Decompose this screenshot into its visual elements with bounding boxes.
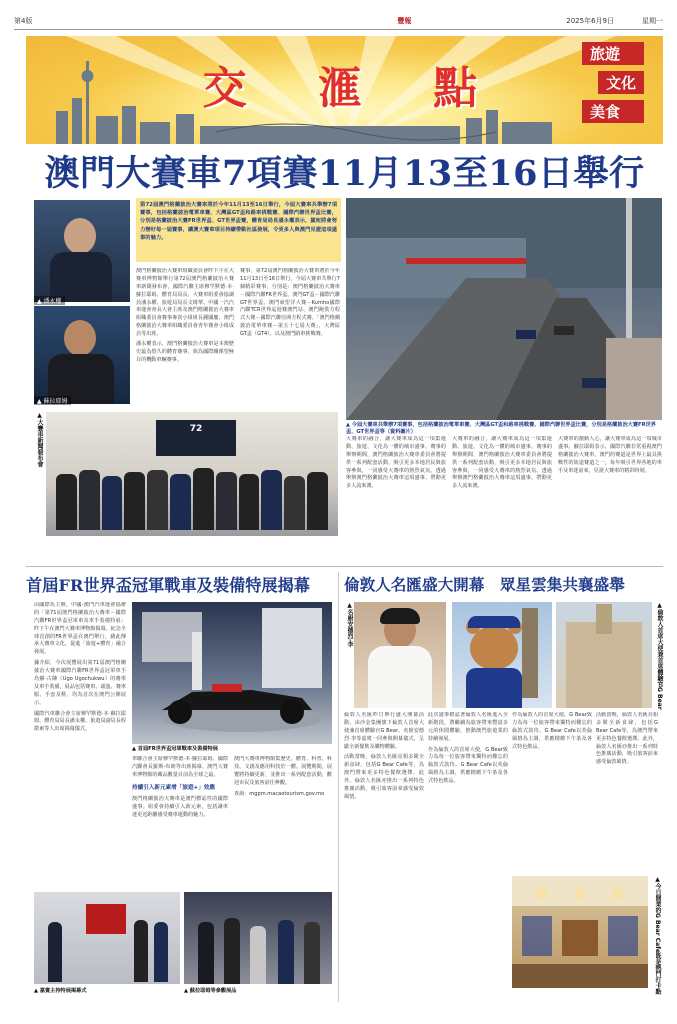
article-col-4: 大賽車的激動人心，讓大賽車成為這一項城市盛事。蘇拉耶姆表示，國際汽聯非常重視澳門格蘭披治大賽車，澳門的賽道是世界上最具挑戰性的街道賽道之一，每年吸引世界各地的車手及車迷前來，見證大賽車的精彩時刻。 xyxy=(558,436,662,474)
speaker-photo-2 xyxy=(34,306,130,404)
londoner-facade-photo xyxy=(556,602,652,708)
race-photo-caption: ▲ 今屆大賽車共舉辦7項賽事，包括格蘭披治電單車賽、大灣區GT盃和路車挑戰賽、國際汽聯世界盃比賽，分別是格蘭披治大賽FR世界盃、GT世界盃等（資料圖片） xyxy=(346,422,656,436)
londoner-col-2: 此次盛事標誌著倫敦人名匯進入全新階段，將繼續為旅客帶來豐富多元的休閒體驗，推動澳門旅遊業的持續發展。 作為倫敦人的首席大使，G Bear致力為每一位旅客帶來獨特而難忘的倫敦式款待。G Bear Cafe以英倫風格為主調，供應精緻下午茶及各式特色飲品。 xyxy=(428,712,508,785)
exhibit-car-photo xyxy=(132,602,332,744)
paper-name: 豐報 xyxy=(397,16,412,25)
g-bear-photo xyxy=(452,602,552,708)
tag-culture: 文化 xyxy=(598,71,644,94)
speaker-1-caption: ▲ 潘永權 xyxy=(34,296,65,305)
race-photo xyxy=(346,198,662,420)
londoner-col-4: 活動當晚，倫敦人名匯亮相多間全新食肆，包括G Bear Cafe等，為澳門帶來更多特色餐飲選擇。此外，倫敦人名匯亦推出一系列特色推廣活動，吸引旅客前來感受倫敦風情。 xyxy=(596,712,658,766)
headline-text: 澳門大賽車7項賽11月13至16日舉行 xyxy=(44,153,645,194)
page-header xyxy=(14,14,663,28)
article-col-1: 澳門格蘭披治大賽車組織委員會昨下午在大賽車博物館舉行第72屆澳門格蘭披治大賽車新聞發布會，國際汽聯主席穆罕默德·本·蘇拉耶姆、體育局局長、大賽車組委會協調員潘永權、旅遊局局長文綺華、中國一汽汽車運會會長大會主席及澳門格蘭披治大賽車組織委員會賽事專責小組組長鍾國慶、澳門格蘭披治大賽車組織委員會青年賽會小組成員等出席。 潘永權表示，澳門格蘭披治大賽車是本澳歷史最為悠久的體育賽事，與為國際關係望極目的機動車輛賽事。 xyxy=(136,268,234,363)
article-col-3b: 大賽車的融合，讓大賽車成為這一項集運動、旅遊、文化為一體的城市盛事。賽事的舉辦期間，澳門格蘭披治大賽車委員會將提供一系列配套活動，吸引更多本地居民與旅客參與，一同感受大賽車的熱烈氣氛。透過舉辦澳門格蘭披治大賽車這項盛事，帶動更多人流來澳。 xyxy=(452,436,552,490)
exhibit-col-1: 由國際馬主辦，中國-澳門汽車運會協辦的「第71屆澳門格蘭披治大賽車－國際汽聯FR世界盃冠軍車及車手裝備特展」昨下午在澳門大賽車博物館揭幕。紀念全球首創的FR世界盃在澳門舉行，藉此傳承大賽車文化，促進「旅遊+體育」融合發展。 據介紹，今次展覽展出第71屆澳門格蘭披治大賽車國際汽聯FR世界盃冠軍車手烏蘇·古陳（Ugo Ugochukwu）的賽車及車手裝備，展品包括賽車、頭盔、賽車服、手套及鞋，均為首次在澳門公開展示。 國際汽車聯合會主席穆罕默德·本·蘇拉耶姆、體育局局長潘永權、旅遊局副局長程衛東等人出席揭幕儀式。 xyxy=(34,602,126,733)
lead-box xyxy=(136,198,341,262)
group-photo: 72 xyxy=(46,412,338,536)
tag-food: 美食 xyxy=(582,100,644,123)
speaker-photo-1 xyxy=(34,200,130,302)
issue-weekday: 星期一 xyxy=(641,17,663,25)
cafe-photo xyxy=(512,876,648,988)
londoner-col-1: 倫敦人名匯昨日舉行盛大開幕活動，由沙金集團旗下倫敦人首席大使兼首席體驗官G Bear、名廚安德烈·李等嘉賓一同參與開幕儀式，呈獻全新餐飲及購物體驗。 活動當晚，倫敦人名匯亮相多間全新食肆，包括G Bear Cafe等，為澳門帶來更多特色餐飲選擇。此外，倫敦人名匯亦推出一系列特色推廣活動，吸引旅客前來感受倫敦風情。 xyxy=(344,712,424,800)
chef-caption: ▲名廚安德烈·李 xyxy=(346,602,353,648)
host-photo xyxy=(34,892,180,984)
article-col-2: 賽事，第72屆澳門格蘭披治大賽車將於今年11月13日至16日舉行，今屆大賽車共舉行7個精彩賽事，分別是：澳門格蘭披治大賽車－國際汽聯FR世界盃、澳門GT盃－國際汽聯GT世界盃、澳門東望洋大賽－Kumho國際汽聯TCR世界巡迴賽澳門站、澳門跑裝方程式大賽－國際汽聯亞洲方程式賽、「澳門格蘭披治電單車賽－第五十七屆大賽」、大灣區GT盃（GT4），以及澳門路車挑戰賽。 xyxy=(240,268,340,338)
exhibit-col-2: 車聯合會主席穆罕默德·本·蘇拉耶姆、國際汽聯會長羅斯·布朗等出席揭幕。澳門大賽車博物館的藏品數量目前為全球之最。 持續引入新元素增「旅遊+」效應 澳門格蘭披治大賽車是澳門標誌性的國際盛事。組委會持續引入新元素，包括讓車迷更近距離感受賽車運動的魅力。 xyxy=(132,756,228,819)
banner-tags xyxy=(582,42,644,123)
visit-photo xyxy=(184,892,332,984)
article-col-3: 大賽車的融合，讓大賽車成為這一項集運動、旅遊、文化為一體的城市盛事。賽事的舉辦期間，澳門格蘭披治大賽車委員會將提供一系列配套活動，吸引更多本地居民與旅客參與，一同感受大賽車的熱烈氣氛。透過舉辦澳門格蘭披治大賽車這項盛事，帶動更多人流來澳。 xyxy=(346,436,446,490)
exhibit-car-caption: ▲ 首屆FR世界盃冠軍戰車及裝備特展 xyxy=(132,746,218,752)
exhibit-col-3: 澳門大賽車博物館集歷史、體育、科普、科技、文創及應用科技於一體。展覽期間，展覽將持續更新，並推出一系列配套活動，歡迎市民及旅客前往參觀。 查詢：mgpm.macaotourism.gov.mo xyxy=(234,756,332,797)
exhibit-subhead: 持續引入新元素增「旅遊+」效應 xyxy=(132,784,215,791)
banner-title: 交 滙 點 xyxy=(202,63,506,114)
londoner-headline: 倫敦人名匯盛大開幕 眾星雲集共襄盛舉 xyxy=(344,575,625,594)
group-photo-caption: ▲大賽車新聞發布會 xyxy=(36,412,43,467)
londoner-col-3: 作為倫敦人的首席大使，G Bear致力為每一位旅客帶來獨特而難忘的倫敦式款待。G Bear Cafe以英倫風格為主調，供應精緻下午茶及各式特色飲品。 xyxy=(512,712,592,750)
issue-date: 2025年6月9日 xyxy=(566,17,614,25)
section-divider xyxy=(26,566,663,567)
main-headline xyxy=(26,150,663,192)
speaker-2-caption: ▲ 蘇拉耶姆 xyxy=(34,396,71,405)
visit-caption: ▲ 蘇拉耶姆等參觀展品 xyxy=(184,988,237,994)
header-rule xyxy=(14,29,663,30)
chef-photo xyxy=(354,602,446,708)
tag-travel: 旅遊 xyxy=(582,42,644,65)
cafe-caption: ▲今日開業的G Bear Cafe既是熱門打卡點 xyxy=(654,876,661,995)
section-banner xyxy=(26,36,663,144)
exhibit-headline: 首屆FR世界盃冠軍戰車及裝備特展揭幕 xyxy=(26,576,310,595)
g-bear-caption: ▲倫敦人首席大使兼首席體驗官G Bear xyxy=(656,602,663,710)
column-divider xyxy=(338,572,339,1002)
page-number: 第4版 xyxy=(14,17,33,25)
lead-text: 第72屆澳門格蘭披治大賽車將於今年11月13至16日舉行，今屆大賽車共舉辦7項賽事，包括格蘭披治電單車賽、大灣區GT盃和路車挑戰賽、國際汽聯世界盃比賽，分別是格蘭披治大賽FR世界盃、GT世界盃賽，體育局局長潘永權表示，羅宛將會努力辦好每一屆賽事，讓澳大賽車項目持續帶動社區發展，令更多人與澳門見證這項盛事的魅力。 xyxy=(140,202,337,241)
host-caption: ▲ 嘉賓主持特展揭幕式 xyxy=(34,988,87,994)
